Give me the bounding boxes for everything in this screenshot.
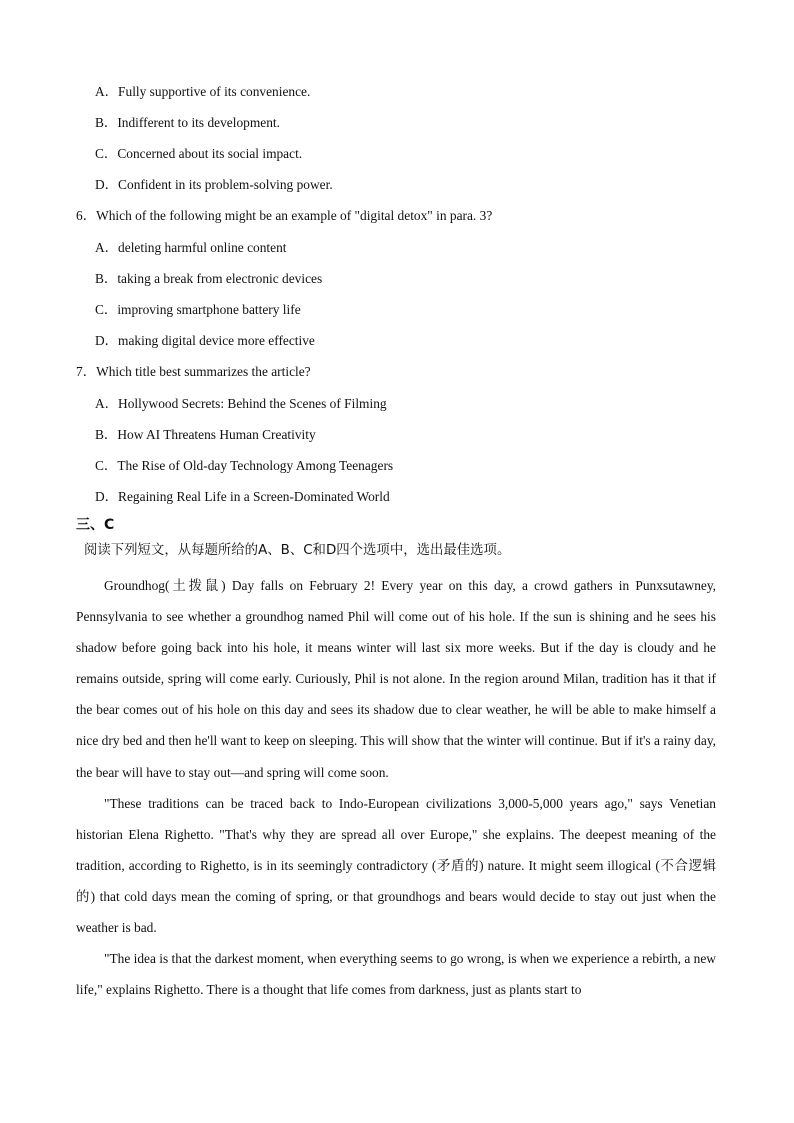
q7-stem: 7．Which title best summarizes the article? [76, 364, 311, 379]
q5-option-c: C．Concerned about its social impact. [95, 146, 303, 161]
q6-stem: 6．Which of the following might be an example of "digital detox" in para. 3? [76, 208, 493, 223]
q7-option-b: B．How AI Threatens Human Creativity [95, 427, 316, 442]
q5-option-b: B．Indifferent to its development. [95, 115, 280, 130]
q6-option-c: C．improving smartphone battery life [95, 302, 301, 317]
q6-option-b: B．taking a break from electronic devices [95, 271, 323, 286]
q7-option-c: C．The Rise of Old-day Technology Among Teenagers [95, 458, 394, 473]
reading-passage [76, 570, 716, 1005]
section-instruction: 阅读下列短文，从每题所给的A、B、C和D四个选项中，选出最佳选项。 [84, 543, 511, 558]
q5-option-a: A．Fully supportive of its convenience. [95, 84, 311, 99]
q5-option-d: D．Confident in its problem-solving power. [95, 177, 333, 192]
q7-option-a: A．Hollywood Secrets: Behind the Scenes of Filming [95, 396, 387, 411]
q7-option-d: D．Regaining Real Life in a Screen-Dominated World [95, 489, 390, 504]
section-heading: 三、C [76, 517, 115, 533]
passage-paragraph-3: "The idea is that the darkest moment, when everything seems to go wrong, is when we experience a rebirth, a new life," explains Righetto. There is a thought that life comes from darkness, just as plants start to [76, 951, 716, 998]
q6-option-d: D．making digital device more effective [95, 333, 315, 348]
passage-paragraph-1: Groundhog(土拨鼠) Day falls on February 2! Every year on this day, a crowd gathers in Punxsutawney, Pennsylvania to see whether a groundhog named Phil will come out of his hole. If the sun is shining and he sees his shadow before going back into his hole, it means winter will last six more weeks. But if the day is cloudy and he remains outside, spring will come early. Curiously, Phil is not alone. In the region around Milan, tradition has it that if the bear comes out of his hole on this day and sees its shadow due to clear weather, he will be able to make himself a nice dry bed and then he'll want to keep on sleeping. This will show that the winter will continue. But if it's a rainy day, the bear will have to stay out—and spring will come soon. [76, 578, 716, 780]
q6-option-a: A．deleting harmful online content [95, 240, 287, 255]
passage-paragraph-2: "These traditions can be traced back to Indo-European civilizations 3,000-5,000 years ago," says Venetian historian Elena Righetto. "That's why they are spread all over Europe," she explains. The deepest meaning of the tradition, according to Righetto, is in its seemingly contradictory (矛盾的) nature. It might seem illogical (不合逻辑的) that cold days mean the coming of spring, or that groundhogs and bears would decide to stay out just when the weather is bad. [76, 795, 716, 936]
